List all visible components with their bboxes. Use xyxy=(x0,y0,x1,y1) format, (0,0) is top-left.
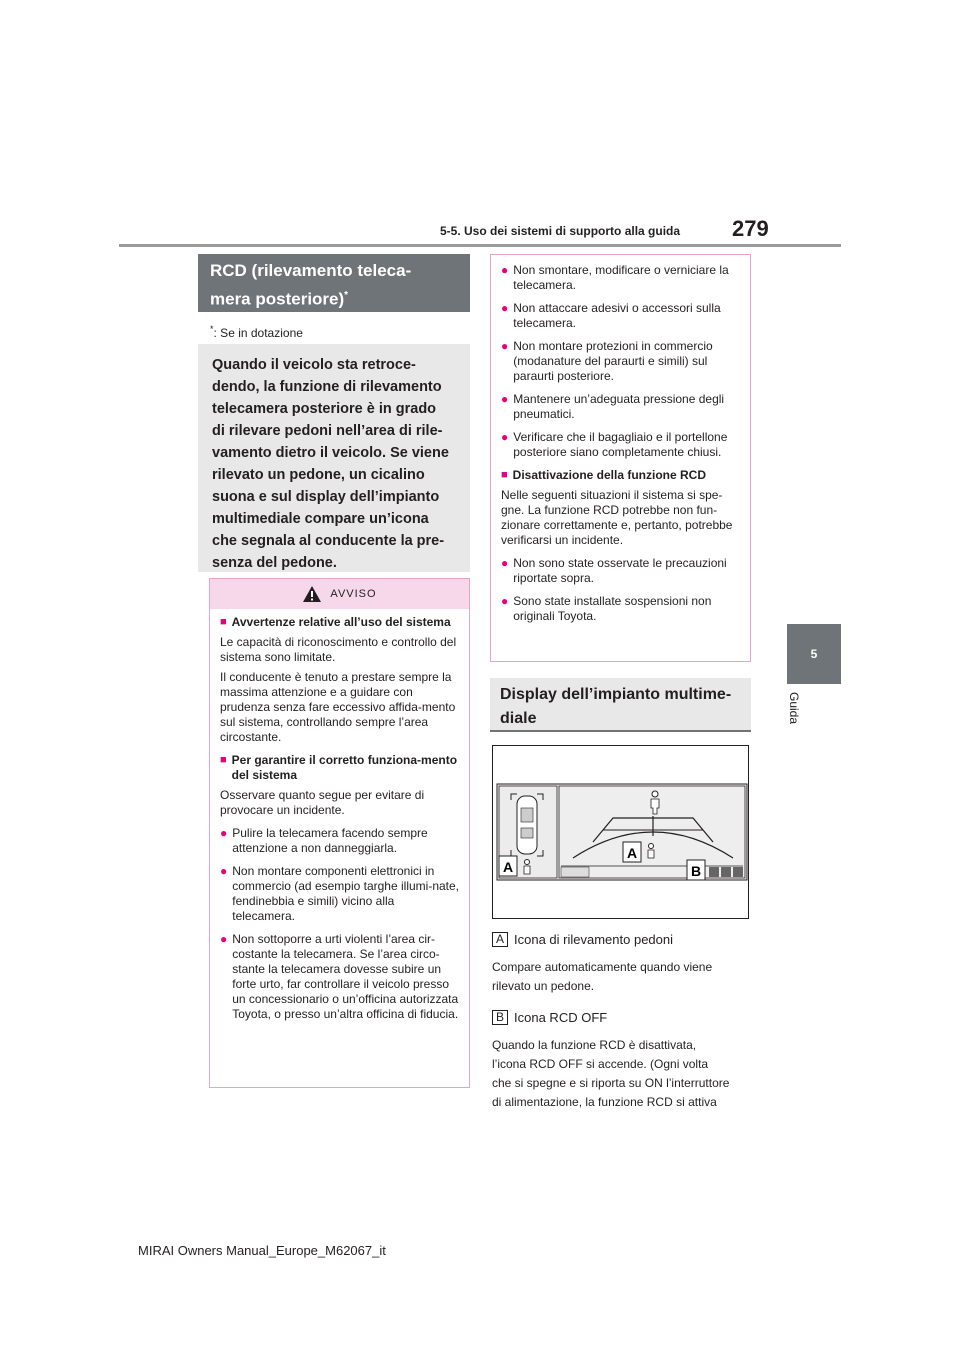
warning-subheading-text: Disattivazione della funzione RCD xyxy=(512,468,707,482)
warning-subheading xyxy=(220,615,459,630)
warning-subheading-text: Per garantire il corretto funziona-mento del sistema xyxy=(231,753,458,782)
warning-bullet xyxy=(501,392,740,422)
footnote-star: * xyxy=(210,324,214,334)
bullet-dot-icon: ● xyxy=(220,864,228,878)
bullet-dot-icon: ● xyxy=(220,826,228,840)
footer-manual-id: MIRAI Owners Manual_Europe_M62067_it xyxy=(138,1243,386,1258)
footnote-marker: * xyxy=(344,290,349,301)
description-line: l’icona RCD OFF si accende. (Ogni volta xyxy=(492,1057,709,1071)
bullet-text: Pulire la telecamera facendo sempre attenzione a non danneggiarla. xyxy=(232,826,428,855)
warning-paragraph: Osservare quanto segue per evitare di provocare un incidente. xyxy=(220,788,425,817)
bullet-dot-icon: ● xyxy=(501,263,509,277)
intro-line: senza del pedone. xyxy=(212,555,337,571)
bullet-text: Mantenere un’adeguata pressione degli pneumatici. xyxy=(513,392,725,421)
bullet-dot-icon: ● xyxy=(220,932,228,946)
intro-line: rilevato un pedone, un cicalino xyxy=(212,467,425,483)
intro-line: suona e sul display dell’impianto xyxy=(212,489,440,505)
warning-bullet xyxy=(501,594,740,624)
intro-line: multimediale compare un’icona xyxy=(212,511,429,527)
heading-line-2: diale xyxy=(500,710,537,727)
intro-line: che segnala al conducente la pre- xyxy=(212,533,445,549)
warning-paragraph: Le capacità di riconoscimento e controllo del sistema sono limitate. xyxy=(220,635,457,664)
figure-label-b: B xyxy=(690,863,702,879)
caption-a-description xyxy=(492,958,712,996)
bullet-text: Non attaccare adesivi o accessori sulla telecamera. xyxy=(513,301,721,330)
intro-box xyxy=(198,344,470,572)
intro-line: di rilevare pedoni nell’area di rile- xyxy=(212,423,443,439)
intro-line: telecamera posteriore è in grado xyxy=(212,401,437,417)
camera-view-illustration xyxy=(493,746,748,918)
figure-label-a: A xyxy=(502,859,514,875)
description-line: che si spegne e si riporta su ON l’interruttore xyxy=(492,1076,730,1090)
footnote xyxy=(210,324,303,340)
warning-title: AVVISO xyxy=(330,587,377,600)
heading-line-1: Display dell’impianto multime- xyxy=(500,686,732,703)
page-number: 279 xyxy=(732,216,769,241)
section-title: 5-5. Uso dei sistemi di supporto alla guida xyxy=(440,224,681,238)
warning-subheading xyxy=(501,468,740,483)
warning-continuation-box xyxy=(490,254,751,662)
description-line: Quando la funzione RCD è disattivata, xyxy=(492,1038,697,1052)
heading-line-2: mera posteriore) xyxy=(210,289,345,309)
bullet-text: Sono state installate sospensioni non originali Toyota. xyxy=(513,594,712,623)
bullet-dot-icon: ● xyxy=(501,301,509,315)
warning-box xyxy=(209,578,470,1088)
bullet-text: Non montare componenti elettronici in commercio (ad esempio targhe illumi-nate, fendinebbia e simili) vicino alla telecamera. xyxy=(232,864,460,923)
warning-triangle-icon xyxy=(302,585,322,603)
warning-bullet xyxy=(220,826,459,856)
warning-subheading-text: Avvertenze relative all’uso del sistema xyxy=(231,615,451,629)
warning-subheading xyxy=(220,753,459,783)
intro-line: dendo, la funzione di rilevamento xyxy=(212,379,442,395)
warning-bullet xyxy=(501,263,740,293)
bullet-text: Verificare che il bagagliaio e il portellone posteriore siano completamente chiusi. xyxy=(513,430,728,459)
bullet-text: Non montare protezioni in commercio (modanature del paraurti e simili) sul paraurti posteriore. xyxy=(513,339,713,383)
caption-a-text: Icona di rilevamento pedoni xyxy=(514,932,674,947)
chapter-label: Guida xyxy=(787,692,801,725)
description-line: rilevato un pedone. xyxy=(492,979,595,993)
bullet-text: Non smontare, modificare o verniciare la telecamera. xyxy=(513,263,729,292)
warning-bullet xyxy=(501,556,740,586)
section-heading-rcd xyxy=(198,254,470,312)
warning-bullet xyxy=(501,339,740,384)
square-bullet-icon: ■ xyxy=(220,616,227,628)
chapter-number: 5 xyxy=(810,647,818,661)
warning-paragraph: Nelle seguenti situazioni il sistema si spe-gne. La funzione RCD potrebbe non fun-zionare correttamente e, pertanto, potrebbe verificarsi un incidente. xyxy=(501,488,733,547)
description-line: di alimentazione, la funzione RCD si attiva xyxy=(492,1095,717,1109)
caption-label-b: B xyxy=(492,1010,508,1025)
bullet-dot-icon: ● xyxy=(501,430,509,444)
caption-a xyxy=(492,932,673,947)
warning-bullet xyxy=(220,932,459,1022)
bullet-dot-icon: ● xyxy=(501,594,509,608)
warning-paragraph: Il conducente è tenuto a prestare sempre la massima attenzione e a guidare con prudenza senza fare eccessivo affida-mento sul sistema, controllando sempre l’area circostante. xyxy=(220,670,456,744)
caption-b-text: Icona RCD OFF xyxy=(514,1010,608,1025)
header-rule xyxy=(119,244,841,247)
square-bullet-icon: ■ xyxy=(501,469,508,481)
heading-line-1: RCD (rilevamento teleca- xyxy=(210,261,412,280)
bullet-dot-icon: ● xyxy=(501,339,509,353)
intro-line: vamento dietro il veicolo. Se viene xyxy=(212,445,449,461)
chapter-tab[interactable] xyxy=(787,624,841,684)
footnote-text: : Se in dotazione xyxy=(213,326,303,340)
bullet-text: Non sottoporre a urti violenti l’area cir-costante la telecamera. Se l’area circo-stante la telecamera dovesse subire un forte urto, far controllare il veicolo presso un concessionario o un’officina autorizzata Toyota, o presso un’altra officina di fiducia. xyxy=(232,932,459,1021)
warning-header xyxy=(210,579,469,609)
figure-label-a: A xyxy=(626,845,638,861)
caption-b xyxy=(492,1010,607,1025)
description-line: Compare automaticamente quando viene xyxy=(492,960,713,974)
display-figure xyxy=(492,745,749,919)
caption-label-a: A xyxy=(492,932,508,947)
warning-bullet xyxy=(220,864,459,924)
section-heading-display xyxy=(490,678,751,732)
caption-b-description xyxy=(492,1036,729,1112)
bullet-dot-icon: ● xyxy=(501,556,509,570)
bullet-text: Non sono state osservate le precauzioni riportate sopra. xyxy=(513,556,727,585)
intro-line: Quando il veicolo sta retroce- xyxy=(212,357,416,373)
square-bullet-icon: ■ xyxy=(220,754,227,766)
bullet-dot-icon: ● xyxy=(501,392,509,406)
warning-bullet xyxy=(501,301,740,331)
warning-bullet xyxy=(501,430,740,460)
